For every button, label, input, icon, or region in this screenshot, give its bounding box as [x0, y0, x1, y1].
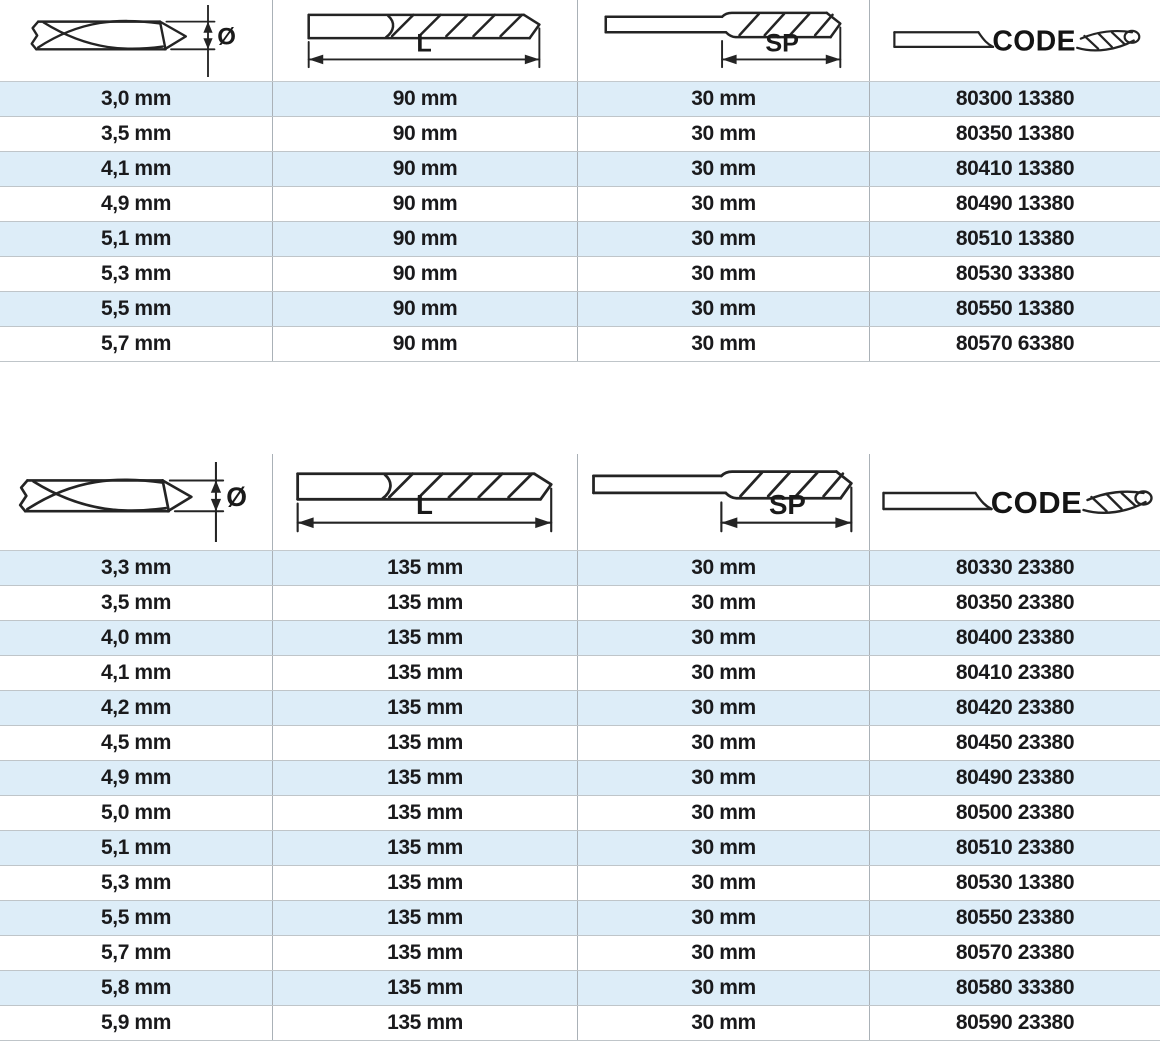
table-row — [0, 586, 1160, 621]
length-cell: 135 mm — [273, 796, 578, 830]
code-column-header — [870, 0, 1160, 81]
length-column-header — [273, 0, 578, 81]
spiral-length-cell: 30 mm — [578, 971, 870, 1005]
diameter-cell: 4,9 mm — [0, 187, 273, 221]
code-cell: 80400 23380 — [955, 626, 1075, 649]
spiral-length-cell: 30 mm — [578, 726, 870, 760]
spiral-length-symbol-label: SP — [764, 29, 799, 58]
spiral-length-cell: 30 mm — [578, 82, 870, 116]
spiral-length-cell: 30 mm — [578, 761, 870, 795]
diameter-cell: 5,3 mm — [0, 866, 273, 900]
diameter-cell: 3,0 mm — [0, 82, 273, 116]
code-cell: 80510 13380 — [955, 227, 1075, 250]
code-cell: 80450 23380 — [955, 731, 1075, 754]
table-row — [0, 831, 1160, 866]
drill-spiral-length-icon — [585, 463, 862, 542]
length-cell: 135 mm — [273, 551, 578, 585]
diameter-cell: 3,5 mm — [0, 117, 273, 151]
length-cell: 135 mm — [273, 726, 578, 760]
code-column-header — [870, 454, 1160, 550]
spiral-length-cell: 30 mm — [578, 222, 870, 256]
drill-diameter-icon — [25, 5, 247, 77]
code-cell: 80300 13380 — [955, 87, 1075, 110]
code-cell: 80550 23380 — [955, 906, 1075, 929]
length-cell: 90 mm — [273, 327, 578, 361]
length-symbol-label: L — [416, 29, 432, 58]
table-row — [0, 971, 1160, 1006]
code-cell: 80550 13380 — [955, 297, 1075, 320]
code-header-label: CODE — [992, 25, 1077, 58]
table-body — [0, 82, 1160, 362]
table-row — [0, 761, 1160, 796]
diameter-cell: 4,2 mm — [0, 691, 273, 725]
code-cell: 80530 13380 — [955, 871, 1075, 894]
diameter-cell: 3,5 mm — [0, 586, 273, 620]
spiral-length-symbol-label: SP — [768, 488, 806, 520]
code-cell: 80490 13380 — [955, 192, 1075, 215]
table-row — [0, 1006, 1160, 1041]
table-row — [0, 82, 1160, 117]
code-header-label: CODE — [990, 485, 1082, 520]
diameter-cell: 3,3 mm — [0, 551, 273, 585]
length-cell: 90 mm — [273, 292, 578, 326]
length-cell: 90 mm — [273, 257, 578, 291]
diameter-cell: 5,7 mm — [0, 936, 273, 970]
spiral-length-cell: 30 mm — [578, 866, 870, 900]
spiral-length-cell: 30 mm — [578, 152, 870, 186]
diameter-cell: 5,5 mm — [0, 901, 273, 935]
spiral-length-cell: 30 mm — [578, 551, 870, 585]
diameter-symbol-label: Ø — [226, 482, 247, 513]
table-row — [0, 152, 1160, 187]
length-cell: 90 mm — [273, 222, 578, 256]
table-row — [0, 257, 1160, 292]
length-cell: 135 mm — [273, 691, 578, 725]
table-row — [0, 222, 1160, 257]
diameter-cell: 5,7 mm — [0, 327, 273, 361]
diameter-cell: 5,3 mm — [0, 257, 273, 291]
drill-spiral-length-icon — [598, 5, 850, 77]
spiral-length-cell: 30 mm — [578, 656, 870, 690]
spiral-length-cell: 30 mm — [578, 327, 870, 361]
diameter-cell: 5,8 mm — [0, 971, 273, 1005]
drill-table-135mm — [0, 454, 1160, 1041]
length-cell: 90 mm — [273, 117, 578, 151]
diameter-cell: 5,9 mm — [0, 1006, 273, 1040]
table-row — [0, 551, 1160, 586]
table-header-row — [0, 0, 1160, 82]
drill-length-icon — [287, 463, 564, 542]
diameter-cell: 4,1 mm — [0, 152, 273, 186]
length-cell: 135 mm — [273, 1006, 578, 1040]
spiral-length-column-header — [578, 454, 870, 550]
spiral-length-cell: 30 mm — [578, 831, 870, 865]
spiral-length-cell: 30 mm — [578, 257, 870, 291]
diameter-cell: 5,1 mm — [0, 222, 273, 256]
code-cell: 80350 13380 — [955, 122, 1075, 145]
length-cell: 90 mm — [273, 152, 578, 186]
spiral-length-cell: 30 mm — [578, 117, 870, 151]
drill-diameter-icon — [13, 462, 259, 542]
length-cell: 135 mm — [273, 621, 578, 655]
table-row — [0, 187, 1160, 222]
table-body — [0, 551, 1160, 1041]
table-row — [0, 901, 1160, 936]
code-cell: 80500 23380 — [955, 801, 1075, 824]
table-row — [0, 726, 1160, 761]
table-row — [0, 327, 1160, 362]
spiral-length-cell: 30 mm — [578, 1006, 870, 1040]
diameter-cell: 5,0 mm — [0, 796, 273, 830]
diameter-column-header — [0, 0, 273, 81]
length-cell: 90 mm — [273, 82, 578, 116]
spiral-length-cell: 30 mm — [578, 621, 870, 655]
table-row — [0, 292, 1160, 327]
drill-length-icon — [299, 5, 551, 77]
diameter-cell: 4,9 mm — [0, 761, 273, 795]
diameter-cell: 5,1 mm — [0, 831, 273, 865]
length-cell: 90 mm — [273, 187, 578, 221]
drill-code-icon — [886, 14, 1144, 67]
spiral-length-column-header — [578, 0, 870, 81]
table-row — [0, 936, 1160, 971]
table-row — [0, 656, 1160, 691]
table-row — [0, 117, 1160, 152]
code-cell: 80570 23380 — [955, 941, 1075, 964]
length-cell: 135 mm — [273, 831, 578, 865]
diameter-symbol-label: Ø — [217, 23, 236, 51]
code-cell: 80490 23380 — [955, 766, 1075, 789]
diameter-column-header — [0, 454, 273, 550]
length-cell: 135 mm — [273, 866, 578, 900]
length-cell: 135 mm — [273, 901, 578, 935]
drill-table-90mm — [0, 0, 1160, 362]
length-symbol-label: L — [415, 488, 433, 520]
diameter-cell: 4,5 mm — [0, 726, 273, 760]
table-row — [0, 866, 1160, 901]
length-cell: 135 mm — [273, 656, 578, 690]
spiral-length-cell: 30 mm — [578, 936, 870, 970]
code-cell: 80330 23380 — [955, 556, 1075, 579]
length-cell: 135 mm — [273, 971, 578, 1005]
code-cell: 80590 23380 — [955, 1011, 1075, 1034]
diameter-cell: 4,1 mm — [0, 656, 273, 690]
code-cell: 80410 23380 — [955, 661, 1075, 684]
table-row — [0, 621, 1160, 656]
spiral-length-cell: 30 mm — [578, 292, 870, 326]
code-cell: 80510 23380 — [955, 836, 1075, 859]
spiral-length-cell: 30 mm — [578, 586, 870, 620]
table-row — [0, 691, 1160, 726]
code-cell: 80580 33380 — [955, 976, 1075, 999]
drill-code-icon — [875, 473, 1156, 531]
length-cell: 135 mm — [273, 936, 578, 970]
spiral-length-cell: 30 mm — [578, 187, 870, 221]
code-cell: 80530 33380 — [955, 262, 1075, 285]
code-cell: 80570 63380 — [955, 332, 1075, 355]
spiral-length-cell: 30 mm — [578, 691, 870, 725]
spiral-length-cell: 30 mm — [578, 901, 870, 935]
table-header-row — [0, 454, 1160, 551]
code-cell: 80350 23380 — [955, 591, 1075, 614]
code-cell: 80410 13380 — [955, 157, 1075, 180]
diameter-cell: 4,0 mm — [0, 621, 273, 655]
code-cell: 80420 23380 — [955, 696, 1075, 719]
length-cell: 135 mm — [273, 761, 578, 795]
table-row — [0, 796, 1160, 831]
spiral-length-cell: 30 mm — [578, 796, 870, 830]
length-cell: 135 mm — [273, 586, 578, 620]
section-gap — [0, 362, 1160, 454]
length-column-header — [273, 454, 578, 550]
diameter-cell: 5,5 mm — [0, 292, 273, 326]
